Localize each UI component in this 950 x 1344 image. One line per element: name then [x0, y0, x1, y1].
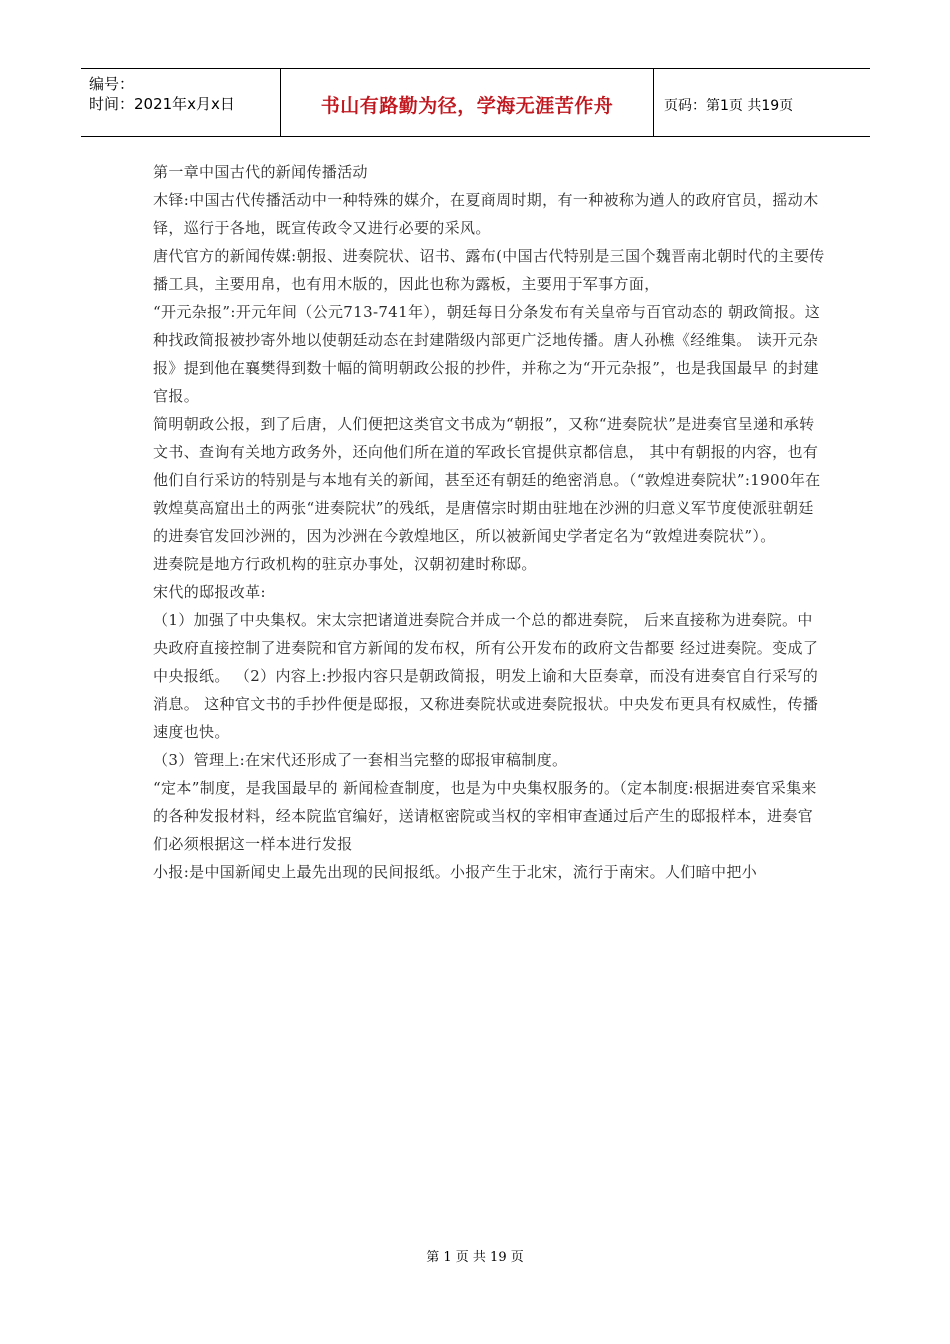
- paragraph: 简明朝政公报，到了后唐，人们便把这类官文书成为“朝报”，又称“进奏院状”是进奏官呈递和承转文书、查询有关地方政务外，还向他们所在道的军政长官提供京都信息， 其中有朝报的内容，也有他们自行采访的特别是与本地有关的新闻，甚至还有朝廷的绝密消息。（“敦煌进奏院状”:1900年在敦煌莫高窟出土的两张“进奏院状”的残纸，是唐僖宗时期由驻地在沙洲的归意义军节度使派驻朝廷的进奏官发回沙洲的，因为沙洲在今敦煌地区，所以被新闻史学者定名为“敦煌进奏院状”）。: [153, 415, 821, 545]
- paragraph: （1）加强了中央集权。宋太宗把诸道进奏院合并成一个总的都进奏院， 后来直接称为进奏院。中央政府直接控制了进奏院和官方新闻的发布权，所有公开发布的政府文告都要 经过进奏院。变成了中央报纸。 （2）内容上:抄报内容只是朝政简报，明发上谕和大臣奏章，而没有进奏官自行采写的消息。 这种官文书的手抄件便是邸报，又称进奏院状或进奏院报状。中央发布更具有权威性，传播速度也快。: [153, 611, 819, 741]
- paragraph: “定本”制度，是我国最早的 新闻检查制度，也是为中央集权服务的。（定本制度:根据进奏官采集来的各种发报材料，经本院监官编好，送请枢密院或当权的宰相审查通过后产生的邸报样本，进奏官们必须根据这一样本进行发报: [153, 779, 817, 853]
- paragraph: “开元杂报”:开元年间（公元713-741年），朝廷每日分条发布有关皇帝与百官动态的 朝政简报。这种找政简报被抄寄外地以使朝廷动态在封建階级内部更广泛地传播。唐人孙樵《经维集。 读开元杂报》提到他在襄樊得到数十幅的简明朝政公报的抄件，并称之为“开元杂报”，也是我国最早 的封建官报。: [153, 303, 821, 405]
- page-footer: 第 1 页 共 19 页: [426, 1250, 524, 1265]
- header-motto-cell: [281, 69, 654, 136]
- section-heading: 宋代的邸报改革:: [153, 583, 266, 601]
- page-info: 页码：第1页 共19页: [664, 98, 794, 114]
- number-label: 编号：: [89, 75, 135, 93]
- paragraph: 唐代官方的新闻传媒:朝报、进奏院状、诏书、露布(中国古代特别是三国个魏晋南北朝时代的主要传播工具，主要用帛，也有用木版的，因此也称为露板，主要用于军事方面，: [153, 247, 825, 293]
- document-body: [153, 158, 827, 886]
- date-line: 时间：2021年x月x日: [89, 95, 235, 113]
- chapter-title: 第一章中国古代的新闻传播活动: [153, 163, 368, 181]
- header-left-cell: [81, 69, 281, 136]
- paragraph: 木铎:中国古代传播活动中一种特殊的媒介，在夏商周时期，有一种被称为遒人的政府官员，摇动木铎，巡行于各地，既宣传政令又进行必要的采风。: [153, 191, 819, 237]
- header-page-cell: [654, 69, 870, 136]
- paragraph: 小报:是中国新闻史上最先出现的民间报纸。小报产生于北宋，流行于南宋。人们暗中把小: [153, 863, 758, 881]
- motto: 书山有路勤为径，学海无涯苦作舟: [320, 95, 614, 117]
- paragraph: 进奏院是地方行政机构的驻京办事处，汉朝初建时称邸。: [153, 555, 537, 573]
- header-table: [81, 68, 870, 137]
- paragraph: （3）管理上:在宋代还形成了一套相当完整的邸报审稿制度。: [153, 751, 568, 769]
